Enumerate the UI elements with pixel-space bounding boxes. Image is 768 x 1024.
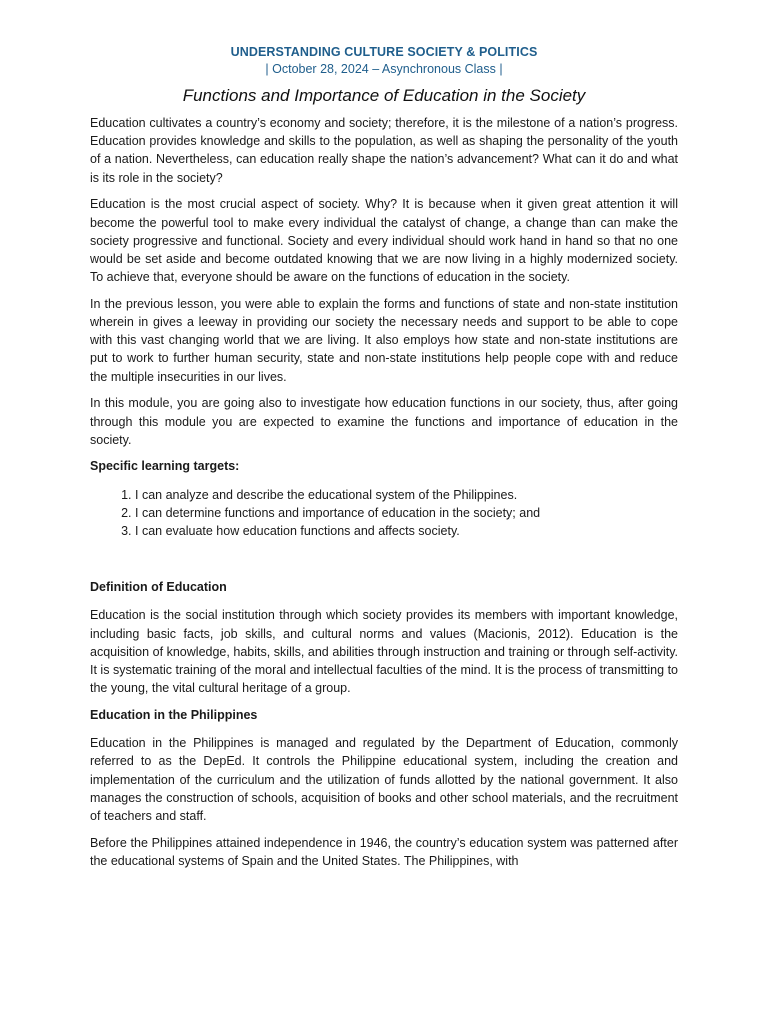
- section-spacer: [90, 540, 678, 578]
- intro-paragraph-2: Education is the most crucial aspect of society. Why? It is because when it given great attention it will become the powerful tool to make every individual the catalyst of change, a change than can make the society progressive and functional. Society and every individual should work hand in hand so that no one would be set aside and become outdated knowing that we are now living in a highly modernized society. To achieve that, everyone should be aware on the functions of education in the society.: [90, 197, 678, 285]
- definition-paragraph: Education is the social institution through which society provides its members with important knowledge, including basic facts, job skills, and cultural norms and values (Macionis, 2012). Education is the acquisition of knowledge, habits, skills, and abilities through instruction and training or through self-activity. It is systematic training of the moral and intellectual faculties of the mind. It is the process of transmitting to the young, the vital cultural heritage of a group.: [90, 608, 678, 696]
- targets-list: [90, 486, 678, 541]
- course-title: UNDERSTANDING CULTURE SOCIETY & POLITICS: [230, 45, 538, 59]
- document-title: Functions and Importance of Education in the Society: [182, 86, 586, 105]
- session-info: | October 28, 2024 – Asynchronous Class |: [265, 62, 503, 76]
- philippines-paragraph-2: Before the Philippines attained independence in 1946, the country’s education system was patterned after the educational systems of Spain and the United States. The Philippines, with: [90, 835, 678, 868]
- philippines-paragraph-1: Education in the Philippines is managed and regulated by the Department of Education, commonly referred to as the DepEd. It controls the Philippine educational system, including the creation and implementation of the curriculum and the utilization of funds allotted by the national government. It also manages the construction of schools, acquisition of books and other school materials, and the recruitment of teachers and staff.: [90, 736, 678, 823]
- targets-heading: Specific learning targets:: [90, 459, 240, 474]
- intro-paragraph-1: Education cultivates a country’s economy and society; therefore, it is the milestone of a nation’s progress. Education provides knowledge and skills to the population, as well as shaping the personality of the youth of a nation. Nevertheless, can education really shape the nation’s advancement? What can it do and what is its role in the society?: [90, 116, 678, 185]
- philippines-heading: Education in the Philippines: [90, 707, 258, 722]
- intro-paragraph-3: In the previous lesson, you were able to explain the forms and functions of state and non-state institution wherein in gives a leeway in providing our society the necessary needs and support to be able to cope with this vast changing world that we are living. It also employs how state and non-state institutions are put to work to further human security, state and non-state institutions help people cope with and reduce the multiple insecurities in our lives.: [90, 296, 678, 384]
- target-item-2: 2. I can determine functions and importance of education in the society; and: [135, 504, 678, 522]
- target-item-1: 1. I can analyze and describe the educational system of the Philippines.: [135, 486, 678, 504]
- intro-paragraph-4: In this module, you are going also to investigate how education functions in our society, thus, after going through this module you are expected to examine the functions and importance of education in the society.: [90, 396, 678, 447]
- document-page: [90, 44, 678, 879]
- definition-heading: Definition of Education: [90, 580, 227, 595]
- target-item-3: 3. I can evaluate how education functions and affects society.: [135, 522, 678, 540]
